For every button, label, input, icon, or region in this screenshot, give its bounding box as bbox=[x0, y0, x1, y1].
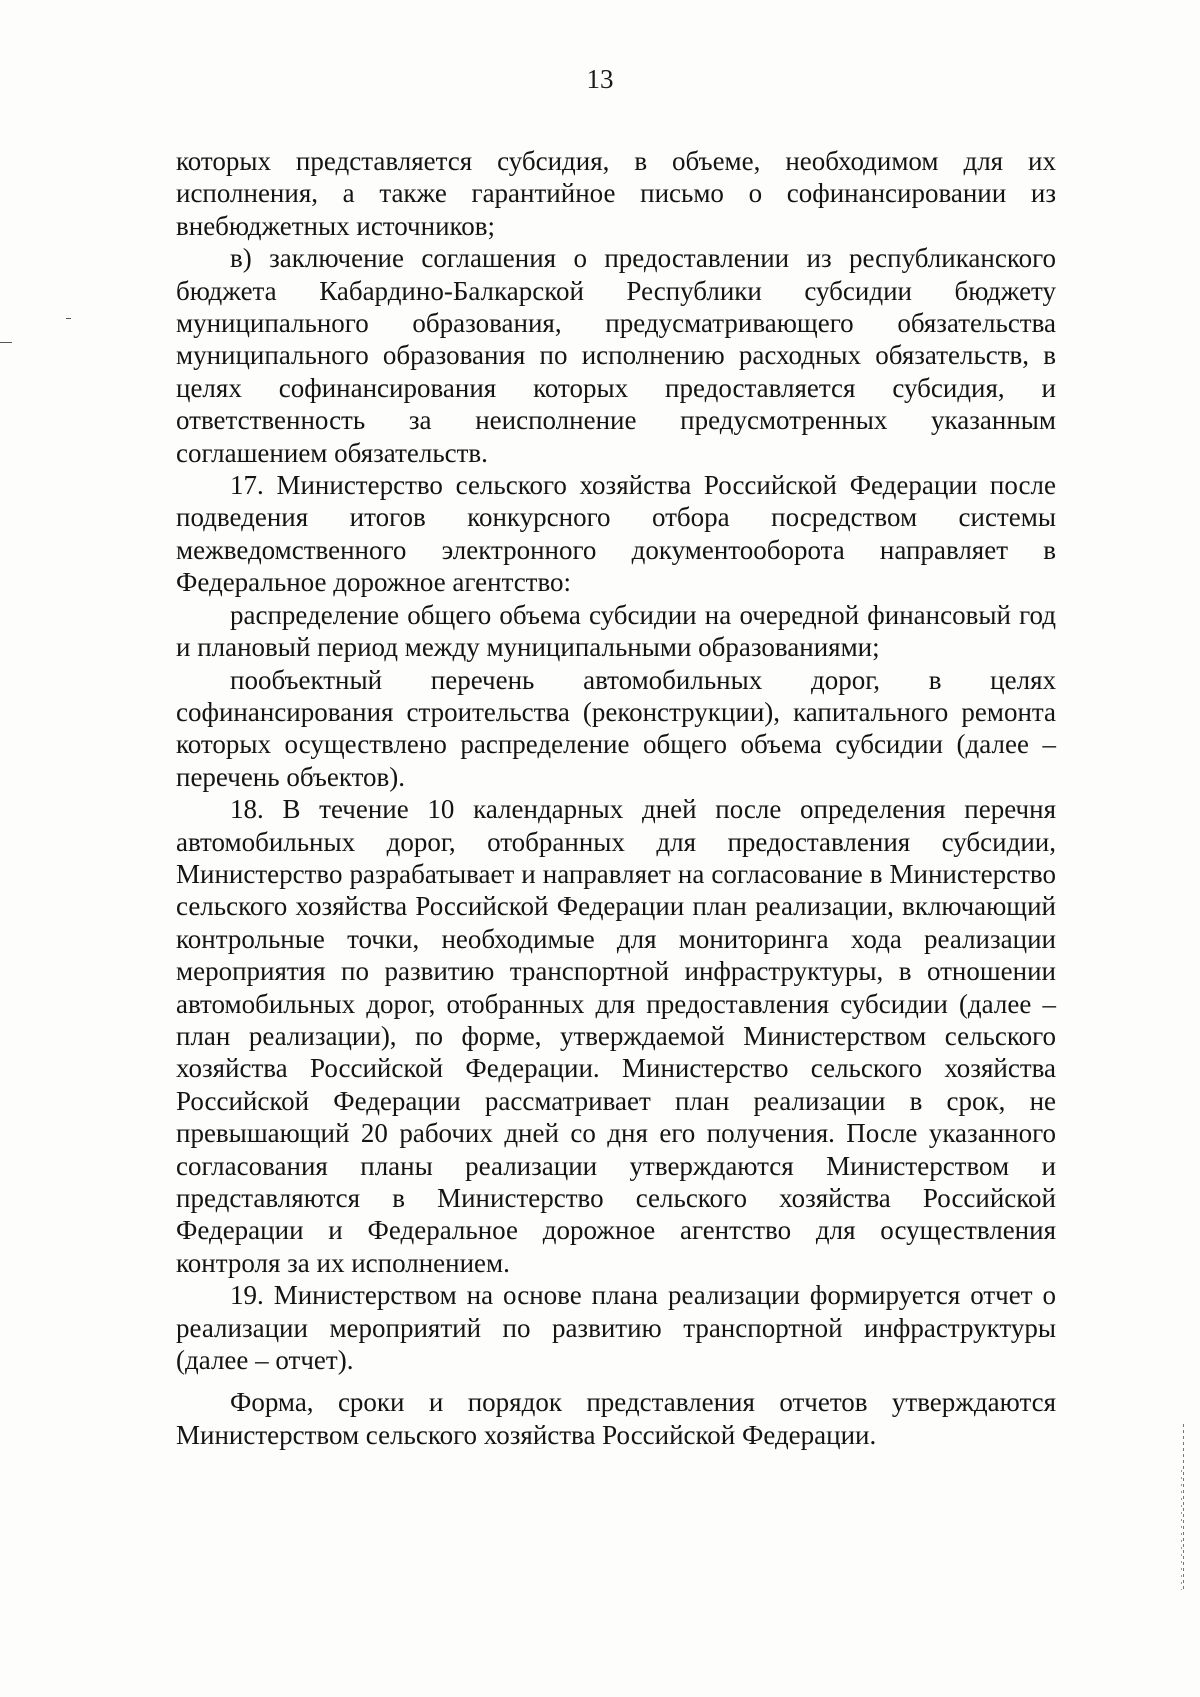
scan-artifact bbox=[1181, 1470, 1182, 1590]
paragraph-19: 19. Министерством на основе плана реализации формируется отчет о реализации мероприятий по развитию транспортной инфраструктуры (далее – отчет). bbox=[176, 1280, 1056, 1376]
scan-artifact bbox=[0, 342, 12, 343]
paragraph-item-v: в) заключение соглашения о предоставлении из республиканского бюджета Кабардино-Балкарской Республики субсидии бюджету муниципального образования, предусматривающего обязательства муниципального образования по исполнению расходных обязательств, в целях софинансирования которых предоставляется субсидия, и ответственность за неисполнение предусмотренных указанным соглашением обязательств. bbox=[176, 243, 1056, 468]
page-number: 13 bbox=[586, 64, 614, 94]
paragraph-17-object-list: пообъектный перечень автомобильных дорог, в целях софинансирования строительства (реконструкции), капитального ремонта которых осуществлено распределение общего объема субсидии (далее – перечень объектов). bbox=[176, 664, 1056, 792]
document-body bbox=[176, 145, 1056, 1451]
paragraph-report-form: Форма, сроки и порядок представления отчетов утверждаются Министерством сельского хозяйства Российской Федерации. bbox=[176, 1387, 1056, 1450]
paragraph-17-distribution: распределение общего объема субсидии на очередной финансовый год и плановый период между муниципальными образованиями; bbox=[176, 599, 1056, 663]
scan-artifact bbox=[1183, 1424, 1184, 1589]
paragraph-continuation: которых представляется субсидия, в объеме, необходимом для их исполнения, а также гарантийное письмо о софинансировании из внебюджетных источников; bbox=[176, 146, 1056, 241]
paragraph-17: 17. Министерство сельского хозяйства Российской Федерации после подведения итогов конкурсного отбора посредством системы межведомственного электронного документооборота направляет в Федеральное дорожное агентство: bbox=[176, 470, 1056, 598]
paragraph-18: 18. В течение 10 календарных дней после определения перечня автомобильных дорог, отобранных для предоставления субсидии, Министерство разрабатывает и направляет на согласование в Министерство сельского хозяйства Российской Федерации план реализации, включающий контрольные точки, необходимые для мониторинга хода реализации мероприятия по развитию транспортной инфраструктуры, в отношении автомобильных дорог, отобранных для предоставления субсидии (далее – план реализации), по форме, утверждаемой Министерством сельского хозяйства Российской Федерации. Министерство сельского хозяйства Российской Федерации рассматривает план реализации в срок, не превышающий 20 рабочих дней со дня его получения. После указанного согласования планы реализации утверждаются Министерством и представляются в Министерство сельского хозяйства Российской Федерации и Федеральное дорожное агентство для осуществления контроля за их исполнением. bbox=[176, 794, 1056, 1278]
scan-artifact bbox=[66, 318, 71, 319]
